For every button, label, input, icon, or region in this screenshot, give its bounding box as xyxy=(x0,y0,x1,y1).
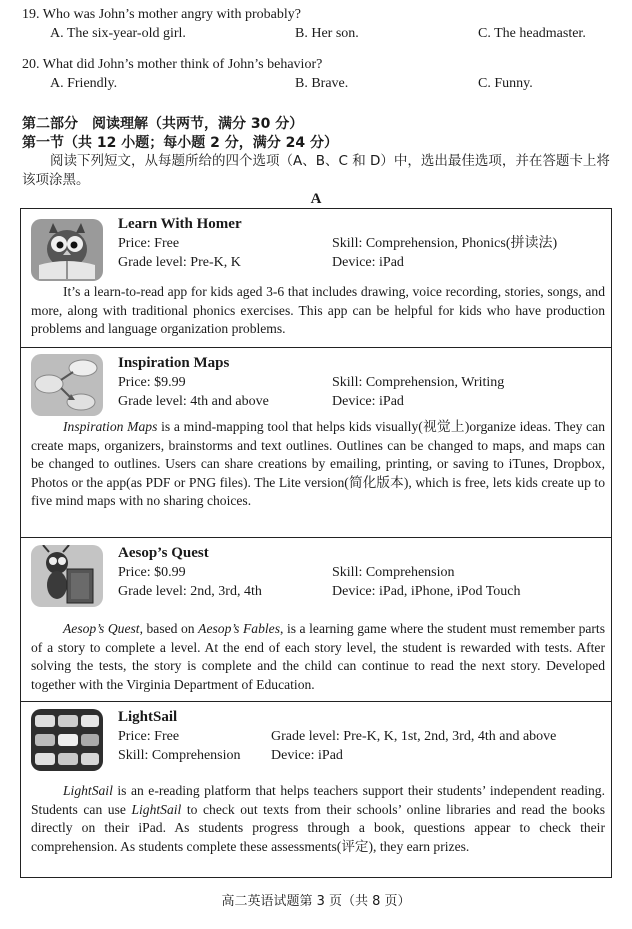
app-device: Device: iPad xyxy=(332,255,404,270)
description-text: , is a learning game where the student must remember parts of a story to complete a level. At the end of each story level, the student is rewarded with tests. After solving the tests, the story is complete and the child can continue to read the next story. Developed together with the Virginia Department of Education. xyxy=(31,621,606,692)
app-device: Device: iPad xyxy=(271,748,343,763)
app-skill: Skill: Comprehension xyxy=(332,565,455,580)
owl-reading-icon xyxy=(31,219,103,281)
app-description xyxy=(31,782,605,856)
option-b: B. Her son. xyxy=(295,25,359,41)
app-name: LightSail xyxy=(118,709,178,725)
ant-with-book-icon xyxy=(31,545,103,607)
app-device: Device: iPad xyxy=(332,394,404,409)
question-19 xyxy=(22,6,622,44)
options-row xyxy=(22,75,622,94)
app-title-italic: LightSail xyxy=(131,801,182,817)
app-grade: Grade level: Pre-K, K xyxy=(118,255,241,270)
page-footer: 高二英语试题第 3 页（共 8 页） xyxy=(221,894,411,909)
app-card-learn-with-homer xyxy=(20,208,612,348)
section1-heading: 第一节（共 12 小题；每小题 2 分，满分 24 分） xyxy=(22,135,338,151)
app-skill: Skill: Comprehension, Writing xyxy=(332,375,505,390)
question-stem: 19. Who was John’s mother angry with probably? xyxy=(22,7,301,22)
option-a: A. The six-year-old girl. xyxy=(50,25,186,41)
app-device: Device: iPad, iPhone, iPod Touch xyxy=(332,584,521,599)
app-price: Price: $9.99 xyxy=(118,375,186,390)
app-skill: Skill: Comprehension, Phonics(拼读法) xyxy=(332,236,558,251)
bookshelf-icon xyxy=(31,709,103,771)
option-b: B. Brave. xyxy=(295,75,349,91)
app-grade: Grade level: 2nd, 3rd, 4th xyxy=(118,584,262,599)
app-title-italic: LightSail xyxy=(63,783,113,798)
app-price: Price: Free xyxy=(118,236,180,251)
app-name: Learn With Homer xyxy=(118,216,242,232)
app-name: Aesop’s Quest xyxy=(118,545,209,561)
app-grade: Grade level: 4th and above xyxy=(118,394,269,409)
app-price: Price: Free xyxy=(118,729,180,744)
question-stem: 20. What did John’s mother think of John’s behavior? xyxy=(22,57,323,72)
option-c: C. The headmaster. xyxy=(478,25,586,41)
passage-letter: A xyxy=(310,191,322,207)
app-skill: Skill: Comprehension xyxy=(118,748,241,763)
app-title-italic: Inspiration Maps xyxy=(63,419,158,434)
app-name: Inspiration Maps xyxy=(118,355,230,371)
book-title-italic: Aesop’s Fables xyxy=(198,621,280,636)
question-20 xyxy=(22,56,622,94)
app-price: Price: $0.99 xyxy=(118,565,186,580)
app-description xyxy=(31,418,605,511)
options-row xyxy=(22,25,622,44)
option-c: C. Funny. xyxy=(478,75,533,91)
instructions: 阅读下列短文，从每题所给的四个选项（A、B、C 和 D）中，选出最佳选项，并在答题卡上将该项涂黑。 xyxy=(22,153,610,188)
app-card-inspiration-maps xyxy=(20,348,612,538)
description-text: , based on xyxy=(139,621,199,636)
app-description xyxy=(31,620,605,694)
app-grade: Grade level: Pre-K, K, 1st, 2nd, 3rd, 4th and above xyxy=(271,729,557,744)
app-card-lightsail xyxy=(20,702,612,878)
mind-map-icon xyxy=(31,354,103,416)
app-title-italic: Aesop’s Quest xyxy=(63,621,140,636)
description-text: is an e-reading platform that helps teachers support their students’ independent reading. Students can use xyxy=(31,783,605,817)
description-text: to check out texts from their schools’ online libraries and read the books directly on their iPad. As students progress through a book, questions appear to check their comprehension. As students complete these assessments(评定), they earn prizes. xyxy=(31,801,606,854)
app-card-aesops-quest xyxy=(20,538,612,702)
option-a: A. Friendly. xyxy=(50,75,118,91)
part2-heading: 第二部分 阅读理解（共两节，满分 30 分） xyxy=(22,116,304,132)
app-description: It’s a learn-to-read app for kids aged 3-6 that includes drawing, voice recording, stories, songs, and more, along with traditional phonics exercises. This app can be helpful for kids who have production problems and language organization problems. xyxy=(31,284,605,336)
description-text: is a mind-mapping tool that helps kids visually(视觉上)organize ideas. They can create maps, organizers, brainstorms and text outlines. Outlines can be changed to maps, and maps can be changed to outlines. Users can share creations by emailing, printing, or saving to iTunes, Dropbox, Photos or the app(as PDF or PNG files). The Lite version(简化版本), which is free, lets kids create up to five mind maps with no sharing choices. xyxy=(31,419,605,508)
